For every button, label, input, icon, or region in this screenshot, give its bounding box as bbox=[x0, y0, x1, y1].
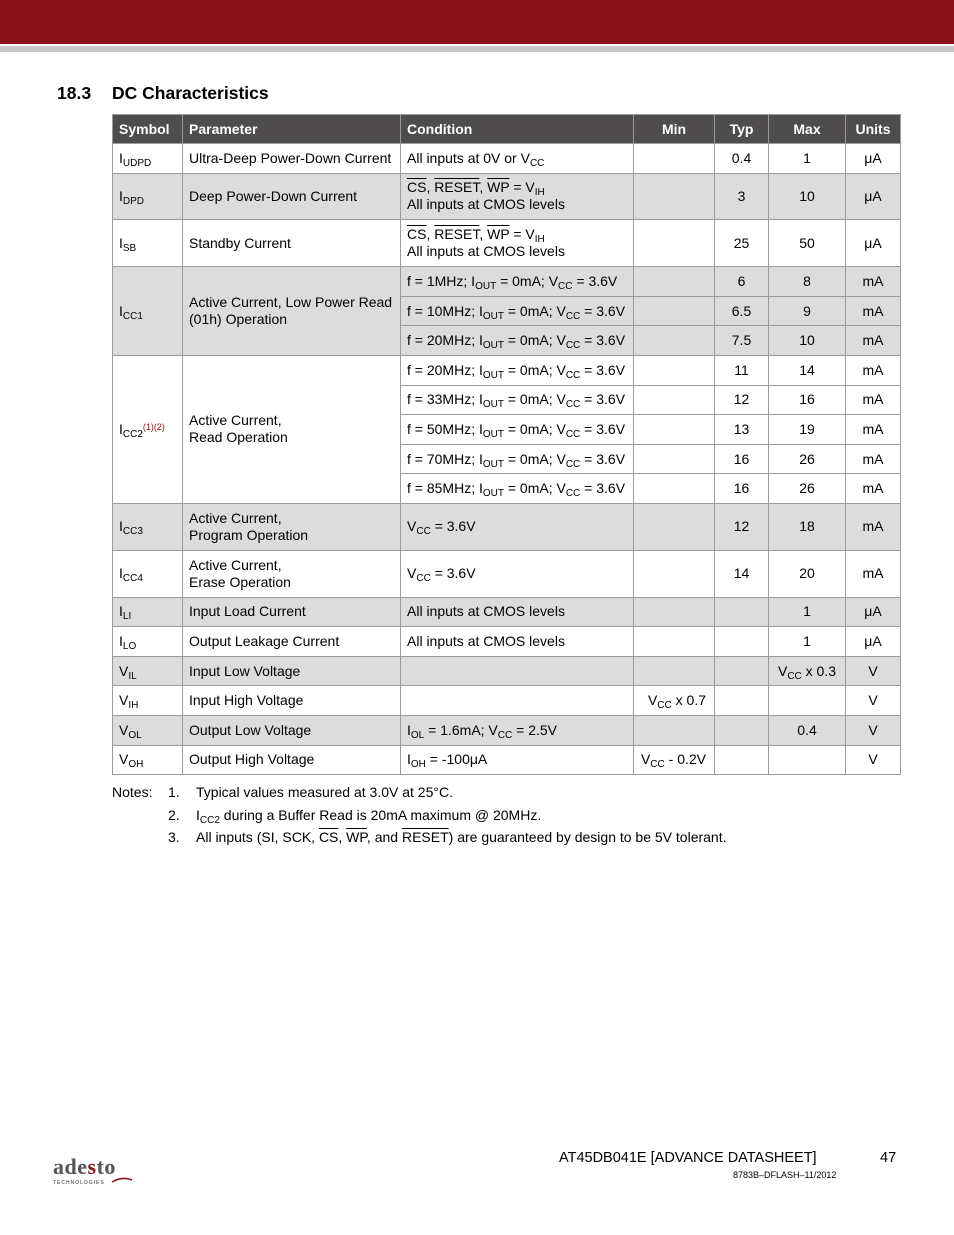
table-row bbox=[113, 503, 901, 550]
parameter-cell: Active Current, Low Power Read (01h) Operation bbox=[183, 267, 401, 356]
max-cell: 9 bbox=[769, 296, 846, 326]
max-cell: 26 bbox=[769, 474, 846, 504]
min-cell bbox=[634, 444, 715, 474]
adesto-logo: adesto TECHNOLOGIES bbox=[53, 1156, 143, 1190]
symbol-cell: $V_{IH}$ bbox=[113, 686, 183, 716]
condition-cell bbox=[401, 656, 634, 686]
units-cell: mA bbox=[846, 474, 901, 504]
header-units: Units bbox=[846, 115, 901, 144]
typ-cell bbox=[715, 656, 769, 686]
table-row bbox=[113, 173, 901, 220]
condition-cell bbox=[401, 686, 634, 716]
condition-cell: $V_{CC} = 3.6V$ bbox=[401, 550, 634, 597]
footer-title: AT45DB041E [ADVANCE DATASHEET] bbox=[559, 1150, 817, 1166]
min-cell: $V_{CC} - 0.2V$ bbox=[634, 745, 715, 775]
max-cell: 19 bbox=[769, 415, 846, 445]
min-cell bbox=[634, 503, 715, 550]
typ-cell: 16 bbox=[715, 474, 769, 504]
note-2: 2. $I_{CC2}$ during a Buffer Read is 20mA maximum @ 20MHz. bbox=[168, 806, 542, 826]
typ-cell: 0.4 bbox=[715, 144, 769, 174]
min-cell bbox=[634, 474, 715, 504]
parameter-cell: Ultra-Deep Power-Down Current bbox=[183, 144, 401, 174]
condition-cell: $\overline{CS}$, RESET, $\overline{WP} = V_{IH}$ All inputs at CMOS levels bbox=[401, 220, 634, 267]
condition-cell: All inputs at CMOS levels bbox=[401, 627, 634, 657]
condition-cell: $I_{OL} = 1.6mA$; $V_{CC} = 2.5V$ bbox=[401, 715, 634, 745]
typ-cell: 14 bbox=[715, 550, 769, 597]
typ-cell: 16 bbox=[715, 444, 769, 474]
symbol-cell: $I_{CC1}$ bbox=[113, 267, 183, 356]
units-cell: V bbox=[846, 686, 901, 716]
max-cell: 10 bbox=[769, 326, 846, 356]
typ-cell: 12 bbox=[715, 385, 769, 415]
typ-cell bbox=[715, 686, 769, 716]
units-cell: mA bbox=[846, 415, 901, 445]
table-row bbox=[113, 355, 901, 385]
units-cell: mA bbox=[846, 326, 901, 356]
symbol-cell: $V_{OH}$ bbox=[113, 745, 183, 775]
min-cell: $V_{CC}$ x 0.7 bbox=[634, 686, 715, 716]
min-cell bbox=[634, 715, 715, 745]
min-cell bbox=[634, 220, 715, 267]
symbol-cell: $I_{CC2}^{(1)(2)}$ bbox=[113, 355, 183, 503]
units-cell: mA bbox=[846, 503, 901, 550]
min-cell bbox=[634, 296, 715, 326]
symbol-cell: $I_{UDPD}$ bbox=[113, 144, 183, 174]
condition-cell: f = 33MHz; $I_{OUT} = 0mA$; $V_{CC} = 3.6V$ bbox=[401, 385, 634, 415]
min-cell bbox=[634, 656, 715, 686]
page-number: 47 bbox=[880, 1150, 897, 1166]
min-cell bbox=[634, 415, 715, 445]
parameter-cell: Output Low Voltage bbox=[183, 715, 401, 745]
units-cell: μA bbox=[846, 144, 901, 174]
symbol-cell: $I_{LO}$ bbox=[113, 627, 183, 657]
min-cell bbox=[634, 144, 715, 174]
max-cell: 20 bbox=[769, 550, 846, 597]
typ-cell bbox=[715, 745, 769, 775]
min-cell bbox=[634, 550, 715, 597]
table-row bbox=[113, 220, 901, 267]
max-cell: 14 bbox=[769, 355, 846, 385]
header-max: Max bbox=[769, 115, 846, 144]
max-cell: 1 bbox=[769, 144, 846, 174]
typ-cell: 25 bbox=[715, 220, 769, 267]
parameter-cell: Standby Current bbox=[183, 220, 401, 267]
condition-cell: f = 20MHz; $I_{OUT} = 0mA$; $V_{CC} = 3.6V$ bbox=[401, 355, 634, 385]
units-cell: μA bbox=[846, 220, 901, 267]
symbol-cell: $I_{CC3}$ bbox=[113, 503, 183, 550]
max-cell: 18 bbox=[769, 503, 846, 550]
typ-cell: 6.5 bbox=[715, 296, 769, 326]
parameter-cell: Active Current, Erase Operation bbox=[183, 550, 401, 597]
min-cell bbox=[634, 597, 715, 627]
units-cell: V bbox=[846, 715, 901, 745]
table-header-row bbox=[113, 115, 901, 144]
min-cell bbox=[634, 627, 715, 657]
max-cell: 50 bbox=[769, 220, 846, 267]
max-cell bbox=[769, 745, 846, 775]
units-cell: V bbox=[846, 656, 901, 686]
typ-cell bbox=[715, 627, 769, 657]
condition-cell: $\overline{CS}$, RESET, $\overline{WP} = V_{IH}$ All inputs at CMOS levels bbox=[401, 173, 634, 220]
typ-cell: 3 bbox=[715, 173, 769, 220]
symbol-cell: $I_{SB}$ bbox=[113, 220, 183, 267]
units-cell: μA bbox=[846, 627, 901, 657]
max-cell: 26 bbox=[769, 444, 846, 474]
min-cell bbox=[634, 173, 715, 220]
section-heading bbox=[57, 83, 269, 104]
units-cell: mA bbox=[846, 550, 901, 597]
header-bar bbox=[0, 0, 954, 44]
header-parameter: Parameter bbox=[183, 115, 401, 144]
parameter-cell: Active Current, Program Operation bbox=[183, 503, 401, 550]
max-cell bbox=[769, 686, 846, 716]
condition-cell: f = 1MHz; $I_{OUT} = 0mA$; $V_{CC} = 3.6V$ bbox=[401, 267, 634, 297]
table-row bbox=[113, 550, 901, 597]
table-row bbox=[113, 144, 901, 174]
parameter-cell: Input High Voltage bbox=[183, 686, 401, 716]
condition-cell: f = 10MHz; $I_{OUT} = 0mA$; $V_{CC} = 3.6V$ bbox=[401, 296, 634, 326]
max-cell: 0.4 bbox=[769, 715, 846, 745]
units-cell: μA bbox=[846, 597, 901, 627]
typ-cell: 12 bbox=[715, 503, 769, 550]
parameter-cell: Deep Power-Down Current bbox=[183, 173, 401, 220]
parameter-cell: Input Load Current bbox=[183, 597, 401, 627]
condition-cell: f = 70MHz; $I_{OUT} = 0mA$; $V_{CC} = 3.6V$ bbox=[401, 444, 634, 474]
min-cell bbox=[634, 267, 715, 297]
table-row bbox=[113, 715, 901, 745]
parameter-cell: Output Leakage Current bbox=[183, 627, 401, 657]
typ-cell: 11 bbox=[715, 355, 769, 385]
typ-cell bbox=[715, 715, 769, 745]
condition-cell: All inputs at CMOS levels bbox=[401, 597, 634, 627]
parameter-cell: Output High Voltage bbox=[183, 745, 401, 775]
symbol-cell: $I_{LI}$ bbox=[113, 597, 183, 627]
max-cell: 1 bbox=[769, 627, 846, 657]
header-symbol: Symbol bbox=[113, 115, 183, 144]
min-cell bbox=[634, 355, 715, 385]
symbol-cell: $I_{CC4}$ bbox=[113, 550, 183, 597]
typ-cell bbox=[715, 597, 769, 627]
condition-cell: f = 85MHz; $I_{OUT} = 0mA$; $V_{CC} = 3.6V$ bbox=[401, 474, 634, 504]
section-number: 18.3 bbox=[57, 83, 92, 103]
min-cell bbox=[634, 385, 715, 415]
condition-cell: f = 20MHz; $I_{OUT} = 0mA$; $V_{CC} = 3.6V$ bbox=[401, 326, 634, 356]
condition-cell: All inputs at 0V or $V_{CC}$ bbox=[401, 144, 634, 174]
symbol-cell: $V_{IL}$ bbox=[113, 656, 183, 686]
units-cell: V bbox=[846, 745, 901, 775]
header-typ: Typ bbox=[715, 115, 769, 144]
min-cell bbox=[634, 326, 715, 356]
units-cell: mA bbox=[846, 355, 901, 385]
note-1: Notes: 1. Typical values measured at 3.0V at 25°C. bbox=[112, 784, 453, 800]
dc-characteristics-table bbox=[112, 114, 901, 775]
header-condition: Condition bbox=[401, 115, 634, 144]
header-rule bbox=[0, 46, 954, 52]
parameter-cell: Input Low Voltage bbox=[183, 656, 401, 686]
table-row bbox=[113, 267, 901, 297]
max-cell: 16 bbox=[769, 385, 846, 415]
max-cell: 1 bbox=[769, 597, 846, 627]
table-row bbox=[113, 745, 901, 775]
condition-cell: f = 50MHz; $I_{OUT} = 0mA$; $V_{CC} = 3.6V$ bbox=[401, 415, 634, 445]
footnote-ref: (1)(2) bbox=[142, 421, 165, 432]
notes bbox=[112, 781, 727, 849]
table-row bbox=[113, 597, 901, 627]
table-row bbox=[113, 686, 901, 716]
units-cell: mA bbox=[846, 385, 901, 415]
max-cell: 10 bbox=[769, 173, 846, 220]
logo-swoosh-icon bbox=[111, 1176, 133, 1184]
units-cell: mA bbox=[846, 444, 901, 474]
condition-cell: $I_{OH} = -100\mu A$ bbox=[401, 745, 634, 775]
max-cell: $V_{CC}$ x 0.3 bbox=[769, 656, 846, 686]
symbol-cell: $V_{OL}$ bbox=[113, 715, 183, 745]
note-3: 3. All inputs (SI, SCK, $\overline{CS}$, $\overline{WP}$, and RESET) are guaranteed by design to be 5V tolerant. bbox=[168, 829, 727, 845]
section-title: DC Characteristics bbox=[112, 83, 269, 103]
typ-cell: 13 bbox=[715, 415, 769, 445]
condition-cell: $V_{CC} = 3.6V$ bbox=[401, 503, 634, 550]
parameter-cell: Active Current, Read Operation bbox=[183, 355, 401, 503]
table-row bbox=[113, 656, 901, 686]
units-cell: μA bbox=[846, 173, 901, 220]
typ-cell: 6 bbox=[715, 267, 769, 297]
max-cell: 8 bbox=[769, 267, 846, 297]
table-row bbox=[113, 627, 901, 657]
units-cell: mA bbox=[846, 296, 901, 326]
units-cell: mA bbox=[846, 267, 901, 297]
doc-number: 8783B–DFLASH–11/2012 bbox=[733, 1170, 837, 1180]
header-min: Min bbox=[634, 115, 715, 144]
typ-cell: 7.5 bbox=[715, 326, 769, 356]
symbol-cell: $I_{DPD}$ bbox=[113, 173, 183, 220]
